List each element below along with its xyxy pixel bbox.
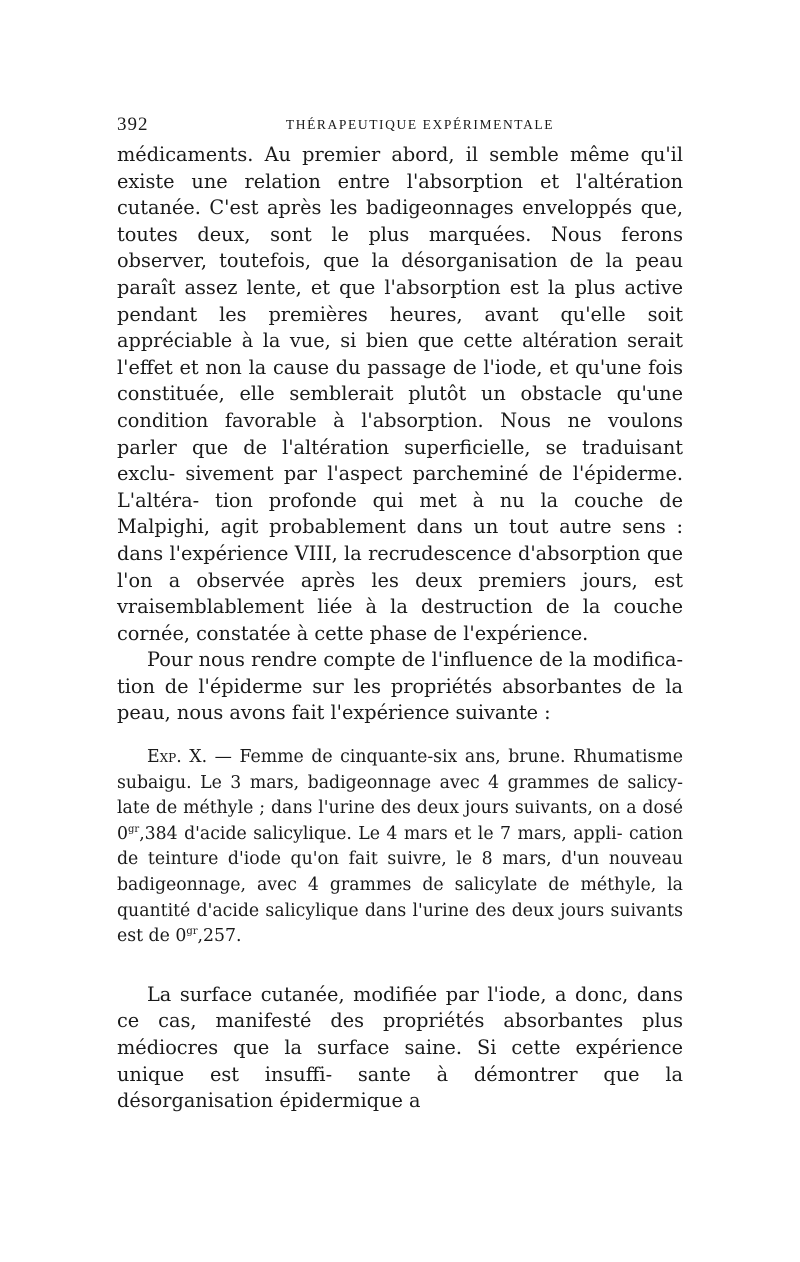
experiment-label: Exp. X. bbox=[147, 747, 208, 768]
book-page bbox=[117, 114, 683, 1115]
experiment-paragraph bbox=[117, 745, 683, 950]
experiment-note bbox=[117, 745, 683, 950]
body-text-continued bbox=[117, 982, 683, 1115]
experiment-dash: — bbox=[207, 747, 240, 768]
unit-superscript-1: gr bbox=[128, 823, 140, 835]
page-number: 392 bbox=[117, 114, 149, 135]
paragraph-2: Pour nous rendre compte de l'influence de la modifica- tion de l'épiderme sur les propriétés absorbantes de la peau, nous avons fait l'expérience suivante : bbox=[117, 648, 683, 725]
paragraph-1: médicaments. Au premier abord, il semble même qu'il existe une relation entre l'absorption et l'altération cutanée. C'est après les badigeonnages enveloppés que, toutes deux, sont le plus marquées. Nous ferons observer, toutefois, que la désorganisation de la peau paraît assez lente, et que l'absorption est la plus active pendant les premières heures, avant qu'elle soit appréciable à la vue, si bien que cette altération serait l'effet et non la cause du passage de l'iode, et qu'une fois constituée, elle semblerait plutôt un obstacle qu'une condition favorable à l'absorption. Nous ne voulons parler que de l'altération superficielle, se traduisant exclu- sivement par l'aspect parcheminé de l'épiderme. L'altéra- tion profonde qui met à nu la couche de Malpighi, agit probablement dans un tout autre sens : dans l'expérience VIII, la recrudescence d'absorption que l'on a observée après les deux premiers jours, est vraisemblablement liée à la destruction de la couche cornée, constatée à cette phase de l'expérience. bbox=[117, 143, 683, 645]
unit-superscript-2: gr bbox=[186, 926, 198, 938]
experiment-text-3: ,257. bbox=[197, 926, 242, 947]
experiment-text-1: Femme de cinquante-six ans, brune. Rhumatisme subaigu. Le 3 mars, badigeonnage avec 4 grammes de salicy- late de méthyle ; dans l'urine des deux jours suivants, on a dosé 0 bbox=[117, 747, 683, 844]
running-head bbox=[117, 114, 683, 142]
running-title: THÉRAPEUTIQUE EXPÉRIMENTALE bbox=[285, 117, 555, 132]
body-text bbox=[117, 142, 683, 727]
experiment-text-2: ,384 d'acide salicylique. Le 4 mars et le 7 mars, appli- cation de teinture d'iode qu'on fait suivre, le 8 mars, d'un nouveau badigeonnage, avec 4 grammes de salicylate de méthyle, la quantité d'acide salicylique dans l'urine des deux jours suivants est de 0 bbox=[117, 823, 683, 947]
closing-paragraph: La surface cutanée, modifiée par l'iode, a donc, dans ce cas, manifesté des propriétés absorbantes plus médiocres que la surface saine. Si cette expérience unique est insuffi- sante à démontrer que la désorganisation épidermique a bbox=[117, 982, 683, 1113]
